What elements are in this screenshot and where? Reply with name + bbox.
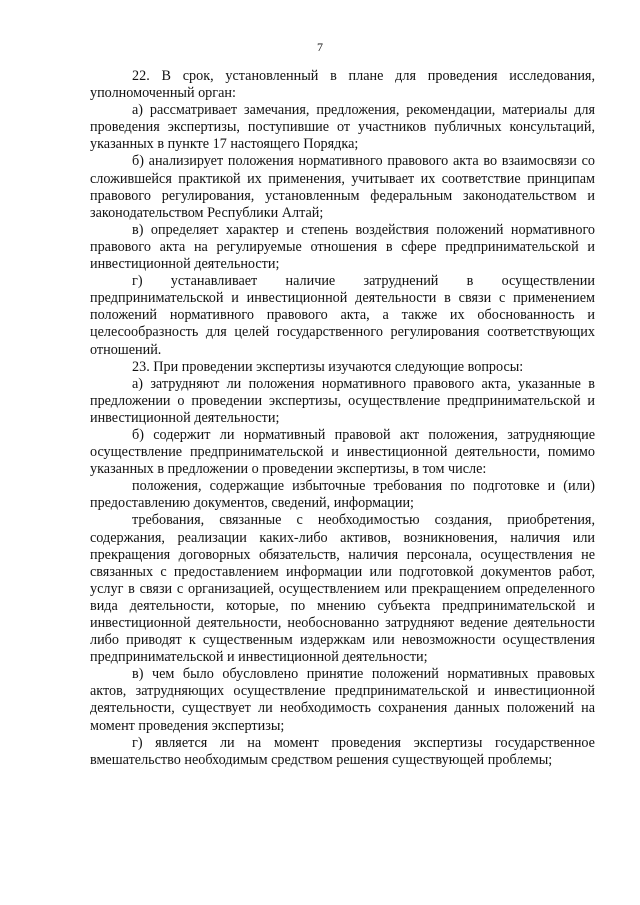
paragraph-23-a: а) затрудняют ли положения нормативного правового акта, указанные в предложении о проведении экспертизы, осуществление предпринимательской и инвестиционной деятельности; <box>90 375 595 426</box>
paragraph-22-a: а) рассматривает замечания, предложения, рекомендации, материалы для проведения экспертизы, поступившие от участников публичных консультаций, указанных в пункте 17 настоящего Порядка; <box>90 102 595 153</box>
paragraph-23-b-item-2: требования, связанные с необходимостью создания, приобретения, содержания, реализации каких-либо активов, возникновения, наличия или прекращения договорных обязательств, наличия персонала, осуществления не связанных с предоставлением информации или подготовкой документов работ, услуг в связи с организацией, осуществлением или прекращением определенного вида деятельности, которые, по мнению субъекта предпринимательской и инвестиционной деятельности, необоснованно затрудняют ведение деятельности либо приводят к существенным издержкам или невозможности осуществления предпринимательской и инвестиционной деятельности; <box>90 512 595 666</box>
page-number: 7 <box>317 40 323 54</box>
paragraph-23-v: в) чем было обусловлено принятие положений нормативных правовых актов, затрудняющих осуществление предпринимательской и инвестиционной деятельности, существует ли необходимость сохранения данных положений на момент проведения экспертизы; <box>90 666 595 734</box>
paragraph-23: 23. При проведении экспертизы изучаются следующие вопросы: <box>132 358 524 375</box>
paragraph-23-g: г) является ли на момент проведения экспертизы государственное вмешательство необходимым средством решения существующей проблемы; <box>90 734 595 768</box>
paragraph-23-b: б) содержит ли нормативный правовой акт положения, затрудняющие осуществление предпринимательской и инвестиционной деятельности, помимо указанных в предложении о проведении экспертизы, в том числе: <box>90 426 595 478</box>
paragraph-22-b: б) анализирует положения нормативного правового акта во взаимосвязи со сложившейся практикой их применения, учитывает их соответствие принципам правового регулирования, установленным федеральным законодательством и законодательством Республики Алтай; <box>90 153 595 221</box>
document-body <box>90 68 595 769</box>
paragraph-22-g: г) устанавливает наличие затруднений в осуществлении предпринимательской и инвестиционной деятельности в связи с применением положений нормативного правового акта, а также их обоснованность и целесообразность для целей государственного регулирования соответствующих отношений. <box>90 273 595 358</box>
paragraph-22: 22. В срок, установленный в плане для проведения исследования, уполномоченный орган: <box>90 68 595 102</box>
paragraph-23-b-item-1: положения, содержащие избыточные требования по подготовке и (или) предоставлению документов, сведений, информации; <box>90 478 595 512</box>
paragraph-22-v: в) определяет характер и степень воздействия положений нормативного правового акта на регулируемые отношения в сфере предпринимательской и инвестиционной деятельности; <box>90 221 595 273</box>
